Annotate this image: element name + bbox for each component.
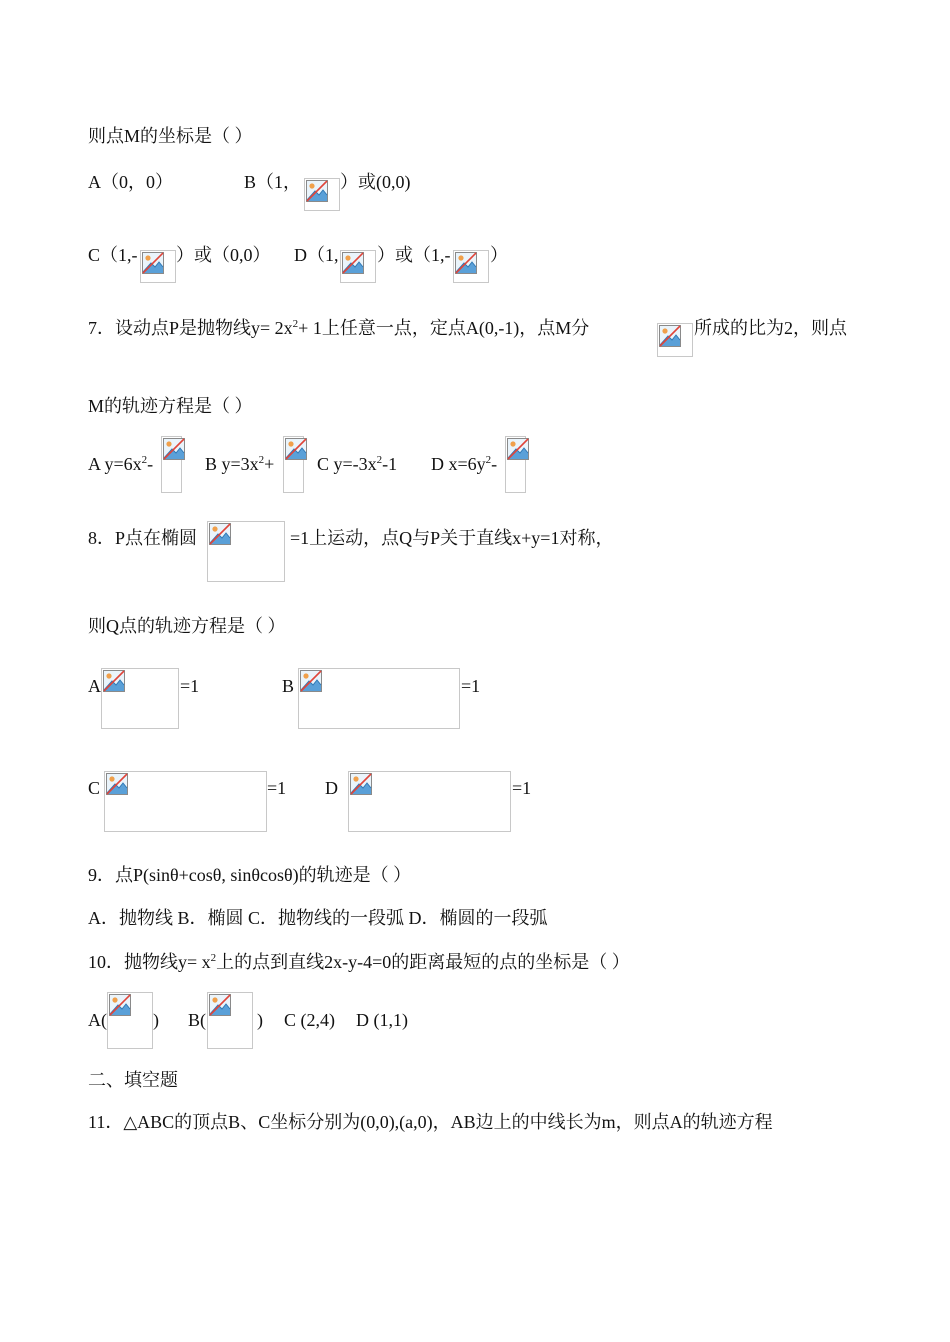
broken-image-icon [342,252,364,274]
q10-option-d: D (1,1) [356,1010,408,1030]
broken-image-placeholder [505,436,526,493]
broken-image-placeholder [348,771,511,832]
q7-option-c: C $y=-3x^2-1$ [317,454,398,474]
q7-stem-line-2: M的轨迹方程是（ ） [88,396,253,416]
broken-image-icon [300,670,322,692]
q8-option-a-tail: =1 [180,676,200,696]
broken-image-icon [209,523,231,545]
broken-image-icon [285,438,307,460]
broken-image-placeholder [140,250,176,283]
q8-option-b-tail: =1 [461,676,481,696]
broken-image-placeholder [657,323,693,357]
section-heading: 二、填空题 [88,1070,178,1090]
broken-image-icon [142,252,164,274]
q10-option-c: C (2,4) [284,1010,335,1030]
q6-option-d-suffix: ） [490,245,508,265]
broken-image-placeholder [107,992,153,1049]
q6-option-b-suffix: ）或(0,0) [340,172,411,192]
broken-image-icon [109,994,131,1016]
broken-image-placeholder [104,771,267,832]
broken-image-icon [350,773,372,795]
q8-option-d-tail: =1 [512,778,532,798]
q10-option-a-prefix: A( [88,1010,107,1030]
broken-image-placeholder [161,436,182,493]
broken-image-placeholder [298,668,460,729]
broken-image-placeholder [283,436,304,493]
q6-stem-end: 则点M的坐标是（ ） [88,126,253,146]
q6-option-a: A（0，0） [88,172,173,192]
q8-option-c-tail: =1 [267,778,287,798]
q6-option-b-prefix: B（1， [244,172,302,192]
q9-options: A．抛物线 B．椭圆 C．抛物线的一段弧 D．椭圆的一段弧 [88,908,548,928]
q8-stem-part-2: =1上运动，点Q与P关于直线x+y=1对称， [290,528,614,548]
q8-option-b-label: B [282,676,295,696]
broken-image-icon [455,252,477,274]
q6-option-d-prefix: D（1, [294,245,339,265]
q8-option-c-label: C [88,778,101,798]
broken-image-icon [163,438,185,460]
broken-image-placeholder [207,521,285,582]
broken-image-placeholder [207,992,253,1049]
broken-image-placeholder [304,178,340,211]
broken-image-icon [507,438,529,460]
broken-image-placeholder [453,250,489,283]
broken-image-placeholder [101,668,179,729]
q7-stem-part-1: 7．设动点P是抛物线$y= 2x^2+ 1$上任意一点，定点A(0,-1)，点M分 [88,318,590,338]
q7-option-a: A $y=6x^2-$ [88,454,154,474]
q10-option-a-suffix: ) [153,1010,159,1030]
broken-image-icon [103,670,125,692]
q10-stem: 10．抛物线$y= x^2$上的点到直线2x-y-4=0的距离最短的点的坐标是（ ） [88,952,630,972]
q8-stem-line-2: 则Q点的轨迹方程是（ ） [88,616,286,636]
q11-stem: 11．△ABC的顶点B、C坐标分别为(0,0),(a,0)，AB边上的中线长为m，则点A的轨迹方程 [88,1112,773,1132]
q7-option-d: D $x=6y^2-$ [431,454,498,474]
q10-option-b-prefix: B( [188,1010,206,1030]
q7-option-b: B $y=3x^2+$ [205,454,275,474]
broken-image-placeholder [340,250,376,283]
q10-option-b-suffix: ) [257,1010,263,1030]
q8-option-a-label: A [88,676,101,696]
broken-image-icon [209,994,231,1016]
q6-option-c-prefix: C（1,- [88,245,138,265]
q9-stem: 9．点P(sinθ+cosθ, sinθcosθ)的轨迹是（ ） [88,865,412,885]
broken-image-icon [106,773,128,795]
broken-image-icon [659,325,681,347]
q6-option-c-suffix: ）或（0,0） [176,245,271,265]
q8-option-d-label: D [325,778,338,798]
q8-stem-part-1: 8．P点在椭圆 [88,528,198,548]
broken-image-icon [306,180,328,202]
q7-stem-part-2: 所成的比为2，则点 [694,318,847,338]
q6-option-d-middle: ）或（1,- [377,245,451,265]
